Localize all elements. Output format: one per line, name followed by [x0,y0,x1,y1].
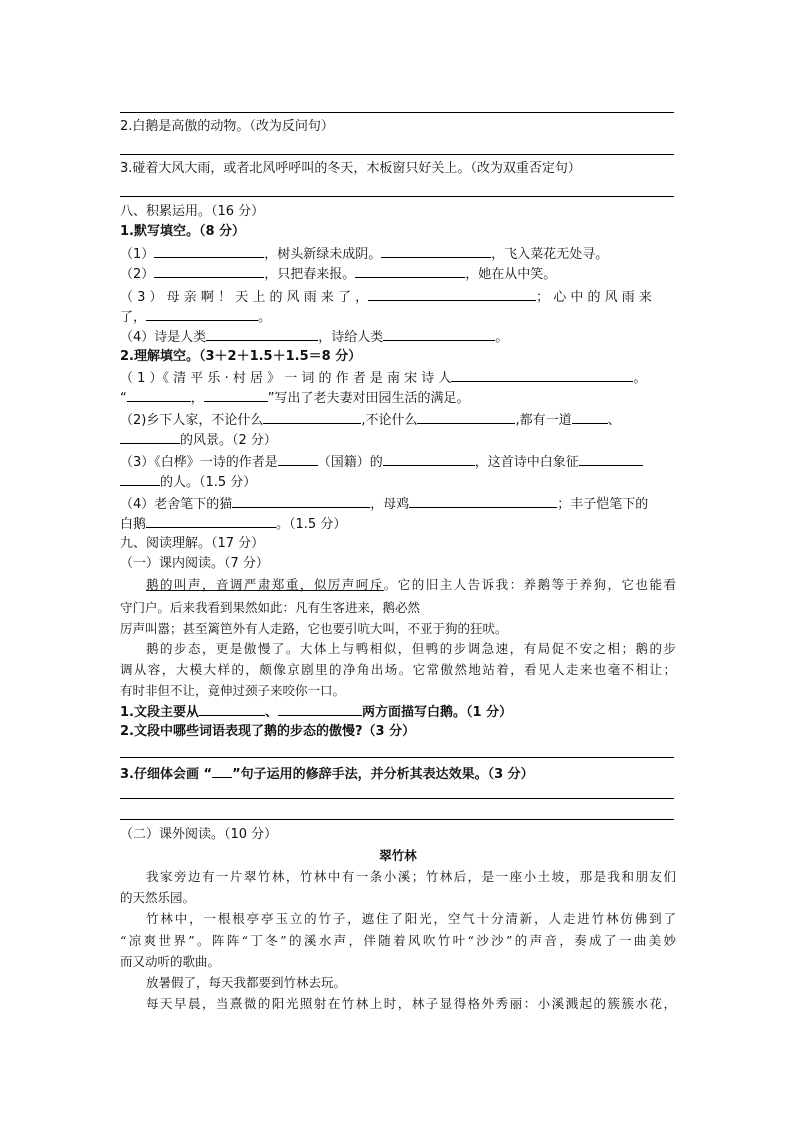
reading-line: 我家旁边有一片翠竹林，竹林中有一条小溪；竹林后，是一座小土坡，那是我和朋友们 [146,869,676,884]
blank-field[interactable] [278,452,318,466]
blank-field[interactable] [146,307,258,321]
line-text: 。 [633,371,647,386]
line-text: ； 心 中 的 风 雨 来 [536,290,652,305]
section-heading: 九、阅读理解。（17 分） [120,536,265,551]
line-text: （1） [120,247,155,262]
answer-line[interactable] [120,757,674,758]
underlined-sentence: 鹅的叫声，音调严肃郑重，似厉声呵斥 [146,577,384,592]
line-text: ，飞入菜花无处寻。 [491,247,609,262]
line-text: ,不论什么 [361,413,418,428]
blank-field[interactable] [154,244,264,258]
line-text: （4）老舍笔下的猫 [120,497,233,512]
part-title: （二）课外阅读。（10 分） [120,827,278,842]
blank-field[interactable] [579,452,643,466]
reading-line: 鹅的步态，更是傲慢了。大体上与鸭相似，但鸭的步调急速，有局促不安之相；鹅的步 [146,641,676,656]
line-text: ；丰子恺笔下的 [557,497,649,512]
reading-line: 调从容，大模大样的，颇像京剧里的净角出场。它常傲然地站着，看见人走来也毫不相让； [120,662,676,677]
line-text: （ 3 ） 母 亲 啊 ！ 天 上 的 风 雨 来 了 ， [120,290,369,305]
line-text: ，这首诗中白象征 [474,455,579,470]
line-text: ,都有一道 [515,413,572,428]
fill-line [120,287,676,307]
blank-field[interactable] [232,494,370,508]
blank-field[interactable] [278,702,362,716]
reading-line: 每天早晨，当熹微的阳光照射在竹林上时，林子显得格外秀丽：小溪溅起的簇簇水花， [146,996,676,1011]
reading-line: “凉爽世界”。阵阵“丁冬”的溪水声，伴随着风吹竹叶“沙沙”的声音，奏成了一曲美妙 [120,933,676,948]
line-text: ，她在从中笑。 [465,267,557,282]
answer-line[interactable] [120,819,674,820]
answer-line[interactable] [120,798,674,799]
reading-line: 的天然乐园。 [120,890,196,905]
reading-text: 。它的旧主人告诉我：养鹅等于养狗，它也能看 [383,577,676,592]
line-text: 。 [258,310,272,325]
line-text: 、 [264,705,278,720]
fill-line [120,452,676,472]
line-text: （国籍）的 [317,455,383,470]
question-title: 2.理解填空。（3＋2＋1.5＋1.5＝8 分） [120,349,362,364]
reading-line: 放暑假了，每天我都要到竹林去玩。 [146,975,347,990]
line-text: 1.文段主要从 [120,705,199,720]
reading-line: 有时非但不让，竟伸过颈子来咬你一口。 [120,683,346,698]
blank-field[interactable] [355,264,465,278]
line-text: 。 [495,330,509,345]
line-text: （ 1 ）《 清 平 乐 · 村 居 》 一 词 的 作 者 是 南 宋 诗 人 [120,371,452,386]
line-text: ， [190,391,204,406]
line-text: 白鹅 [120,517,147,532]
line-text: 。（1.5 分） [276,517,347,532]
reading-line: 厉声叫嚣；甚至篱笆外有人走路，它也要引吭大叫，不亚于狗的狂吠。 [120,621,508,636]
blank-field[interactable] [417,410,515,424]
blank-field[interactable] [120,472,160,486]
blank-field[interactable] [572,410,608,424]
fill-line [120,472,676,492]
line-text: “ [120,391,127,406]
line-text: 的人。（1.5 分） [160,475,257,490]
fill-line [120,307,676,327]
question-title: 1.默写填空。（8 分） [120,224,246,239]
reading-line: 竹林中，一根根亭亭玉立的竹子，遮住了阳光，空气十分清新，人走进竹林仿佛到了 [146,911,676,926]
blank-field[interactable] [199,702,265,716]
line-text: 了， [120,310,147,325]
question-text: 2.文段中哪些词语表现了鹅的步态的傲慢?（3 分） [120,724,416,739]
answer-line[interactable] [120,196,674,197]
line-text: （2） [120,267,155,282]
blank-field[interactable] [204,388,268,402]
line-text: 的风景。（2 分） [180,433,277,448]
blank-field[interactable] [146,514,276,528]
fill-line [120,702,676,722]
blank-field[interactable] [212,764,232,778]
fill-line [120,410,676,430]
line-text: 、 [607,413,621,428]
blank-field[interactable] [383,327,495,341]
part-title: （一）课内阅读。（7 分） [120,556,269,571]
fill-line [120,430,676,450]
blank-field[interactable] [154,264,264,278]
blank-field[interactable] [206,327,318,341]
blank-field[interactable] [409,494,557,508]
answer-line[interactable] [120,154,674,155]
reading-line [120,576,676,594]
section-heading: 八、积累运用。（16 分） [120,204,265,219]
line-text: ”句子运用的修辞手法，并分析其表达效果。（3 分） [232,767,534,782]
line-text: （3）《白桦》一诗的作者是 [120,455,278,470]
line-text: （4）诗是人类 [120,330,207,345]
fill-line [120,764,676,784]
fill-line [120,264,676,284]
blank-field[interactable] [368,287,536,301]
question-text: 3.碰着大风大雨，或者北风呼呼叫的冬天，木板窗只好关上。（改为双重否定句） [120,161,581,176]
reading-line: 守门户。后来我看到果然如此：凡有生客进来，鹅必然 [120,600,421,615]
blank-field[interactable] [451,368,633,382]
line-text: ，诗给人类 [318,330,384,345]
question-text: 2.白鹅是高傲的动物。（改为反问句） [120,119,334,134]
story-title: 翠竹林 [379,848,417,863]
line-text: （2)乡下人家，不论什么 [120,413,264,428]
answer-line[interactable] [120,112,674,113]
line-text: 3.仔细体会画 “ [120,767,213,782]
line-text: ，只把春来报。 [264,267,356,282]
line-text: ”写出了老夫妻对田园生活的满足。 [267,391,470,406]
fill-line [120,388,676,408]
line-text: 两方面描写白鹅。（1 分） [362,705,513,720]
blank-field[interactable] [127,388,191,402]
fill-line [120,514,676,534]
blank-field[interactable] [120,430,180,444]
line-text: ，母鸡 [370,497,410,512]
fill-line [120,244,676,264]
fill-line [120,327,676,347]
fill-line [120,368,676,388]
blank-field[interactable] [263,410,361,424]
line-text: ，树头新绿未成阴。 [264,247,382,262]
blank-field[interactable] [381,244,491,258]
blank-field[interactable] [383,452,475,466]
fill-line [120,494,676,514]
reading-line: 而又动听的歌曲。 [120,954,221,969]
